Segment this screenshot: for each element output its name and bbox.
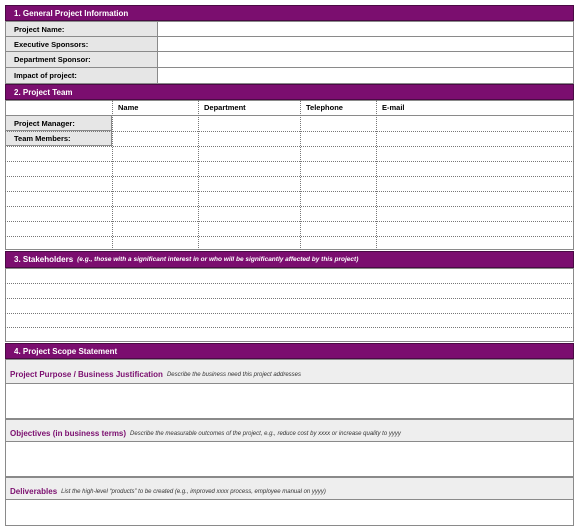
team-column-divider <box>198 100 199 250</box>
executive-sponsors-field[interactable] <box>157 36 574 52</box>
deliverables-subheader <box>5 477 574 499</box>
impact-of-project-field[interactable] <box>157 67 574 84</box>
project-name-label: Project Name: <box>5 21 158 37</box>
objectives-description: Describe the measurable outcomes of the project, e.g., reduce cost by xxxx or increase quality to yyyy <box>130 430 401 437</box>
section2-header <box>5 84 574 100</box>
purpose-field[interactable] <box>5 383 574 419</box>
stakeholder-grid-line <box>5 313 574 314</box>
column-header-department: Department <box>204 103 246 112</box>
executive-sponsors-label: Executive Sponsors: <box>5 36 158 52</box>
objectives-subheader <box>5 419 574 441</box>
impact-of-project-label: Impact of project: <box>5 67 158 84</box>
deliverables-description: List the high-level “products” to be created (e.g., improved xxxx process, employee manual on yyyy) <box>61 488 326 495</box>
section4-title: 4. Project Scope Statement <box>14 346 118 356</box>
team-grid-line <box>5 221 574 222</box>
team-grid-line <box>5 146 574 147</box>
team-grid-line <box>5 236 574 237</box>
team-column-divider <box>376 100 377 250</box>
column-header-name: Name <box>118 103 139 112</box>
deliverables-title: Deliverables <box>10 487 58 496</box>
purpose-description: Describe the business need this project addresses <box>166 371 302 378</box>
team-grid-line <box>5 206 574 207</box>
project-name-field[interactable] <box>157 21 574 37</box>
section1-header <box>5 5 574 21</box>
section3-header <box>5 251 574 268</box>
stakeholder-grid-line <box>5 298 574 299</box>
column-header-telephone: Telephone <box>306 103 343 112</box>
section3-title: 3. Stakeholders <box>14 255 74 264</box>
department-sponsor-label: Department Sponsor: <box>5 51 158 68</box>
team-members-label: Team Members: <box>5 130 112 146</box>
objectives-title: Objectives (in business terms) <box>10 429 127 438</box>
stakeholder-grid-line <box>5 283 574 284</box>
purpose-title: Project Purpose / Business Justification <box>10 370 163 379</box>
section3-note: (e.g., those with a significant interest in or who will be significantly affected by this project) <box>77 256 359 263</box>
section2-title: 2. Project Team <box>14 87 73 97</box>
department-sponsor-field[interactable] <box>157 51 574 68</box>
team-grid-line <box>5 161 574 162</box>
deliverables-field[interactable] <box>5 499 574 526</box>
column-header-email: E-mail <box>382 103 405 112</box>
team-grid-line <box>5 176 574 177</box>
purpose-subheader <box>5 359 574 383</box>
stakeholders-table[interactable] <box>5 268 574 342</box>
objectives-field[interactable] <box>5 441 574 477</box>
section4-header <box>5 343 574 359</box>
team-column-divider <box>112 100 113 250</box>
team-grid-line <box>5 191 574 192</box>
team-header-divider <box>5 115 574 116</box>
team-grid-line <box>5 131 574 132</box>
section1-title: 1. General Project Information <box>14 8 129 18</box>
team-column-divider <box>300 100 301 250</box>
project-manager-label: Project Manager: <box>5 115 112 131</box>
stakeholder-grid-line <box>5 327 574 328</box>
